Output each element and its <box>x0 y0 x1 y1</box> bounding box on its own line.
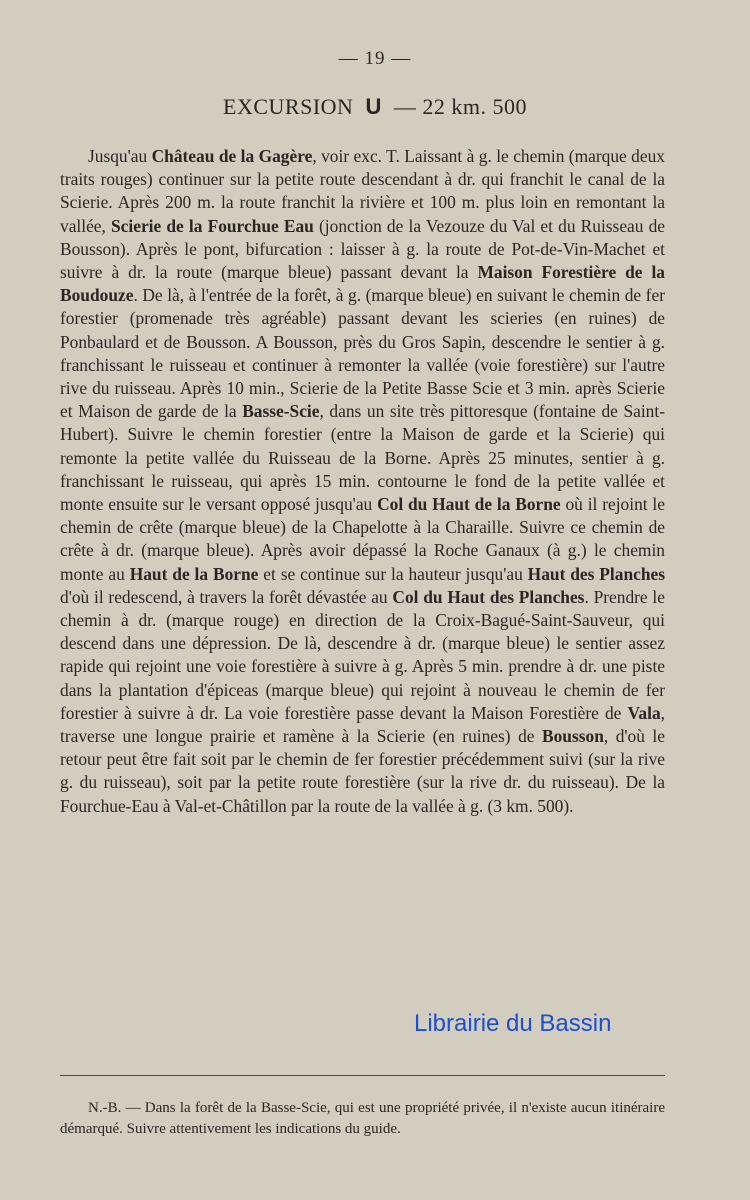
heading-distance: 22 km. 500 <box>422 94 527 119</box>
page-number: — 19 — <box>338 48 412 69</box>
place-name: Château de la Gagère <box>151 146 313 166</box>
heading-prefix: EXCURSION <box>223 94 354 119</box>
text-segment: (jonction de la Vezouze du Val et du Ruisseau de Bousson). Après le pont, bifurcation : laisser à g. la route de Pot-de-Vin-Machet et suivre à dr. la route (marque bleue) passant devant la <box>60 215 666 283</box>
footnote-divider <box>60 1075 665 1076</box>
text-segment: . De là, à l'entrée de la forêt, à g. (marque bleue) en suivant le chemin de fer forestier (promenade très agréable) passant devant les scieries (en ruines) de Ponbaulard et de Bousson. A Bousson, près du Gros Sapin, descendre le sentier à g. franchissant le ruisseau et continuer à remonter la vallée (voie forestière) sur l'autre rive du ruisseau. Après 10 min., Scierie de la Petite Basse Scie et 3 min. après Scierie et Maison de garde de la <box>60 285 665 422</box>
place-name: Col du Haut des Planches <box>392 586 585 607</box>
footnote: N.-B. — Dans la forêt de la Basse-Scie, qui est une propriété privée, il n'existe aucun itinéraire démarqué. Suivre attentivement les indications du guide. <box>60 1100 665 1137</box>
place-name: Scierie de la Fourchue Eau <box>111 215 314 236</box>
text-segment: , d'où le retour peut être fait soit par le chemin de fer forestier précédemment suivi (sur la rive g. du ruisseau), soit par la petite route forestière (sur la rive dr. du ruisseau). De la Fourchue-Eau à Val-et-Châtillon par la route de la vallée à g. (3 km. 500). <box>60 726 665 816</box>
place-name: Maison Forestière de la Boudouze <box>60 262 665 306</box>
place-name: Vala <box>627 702 661 723</box>
place-name: Haut de la Borne <box>129 563 259 584</box>
text-segment: d'où il redescend, à travers la forêt dévastée au <box>60 586 393 607</box>
watermark-text: Librairie du Bassin <box>414 1010 612 1037</box>
text-segment: , voir exc. T. Laissant à g. le chemin (marque deux traits rouges) continuer sur la petite route descendant à dr. qui franchit le canal de la Scierie. Après 200 m. la route franchit la rivière et 100 m. plus loin en remontant la vallée, <box>60 146 665 236</box>
place-name: Bousson <box>542 726 604 747</box>
text-segment: et se continue sur la hauteur jusqu'au <box>258 563 528 584</box>
place-name: Col du Haut de la Borne <box>377 494 561 515</box>
heading-letter: U <box>365 94 382 119</box>
excursion-heading <box>0 94 750 120</box>
text-segment: où il rejoint le chemin de crête (marque bleue) de la Chapelotte à la Charaille. Suivre ce chemin de crête à dr. (marque bleue). Après avoir dépassé la Roche Ganaux (à g.) le chemin monte au <box>60 494 665 584</box>
text-segment: Jusqu'au <box>88 146 152 166</box>
place-name: Basse-Scie <box>242 401 320 422</box>
text-segment: , dans un site très pittoresque (fontaine de Saint-Hubert). Suivre le chemin forestier (entre la Maison de garde et la Scierie) qui remonte la petite vallée du Ruisseau de la Borne. Après 25 minutes, sentier à g. franchissant le ruisseau, qui après 15 min. contourne le fond de la petite vallée et monte ensuite sur le versant opposé jusqu'au <box>60 401 666 515</box>
text-segment: . Prendre le chemin à dr. (marque rouge) en direction de la Croix-Bagué-Saint-Sauveur, qui descend dans une dépression. De là, descendre à dr. (marque bleue) le sentier assez rapide qui rejoint une voie forestière à suivre à g. Après 5 min. prendre à dr. une piste dans la plantation d'épiceas (marque bleue) qui rejoint à nouveau le chemin de fer forestier à suivre à dr. La voie forestière passe devant la Maison Forestière de <box>60 586 665 723</box>
heading-separator: — <box>393 94 417 119</box>
itinerary-paragraph <box>60 145 665 818</box>
text-segment: , traverse une longue prairie et ramène à la Scierie (en ruines) de <box>60 702 665 747</box>
place-name: Haut des Planches <box>527 563 666 584</box>
